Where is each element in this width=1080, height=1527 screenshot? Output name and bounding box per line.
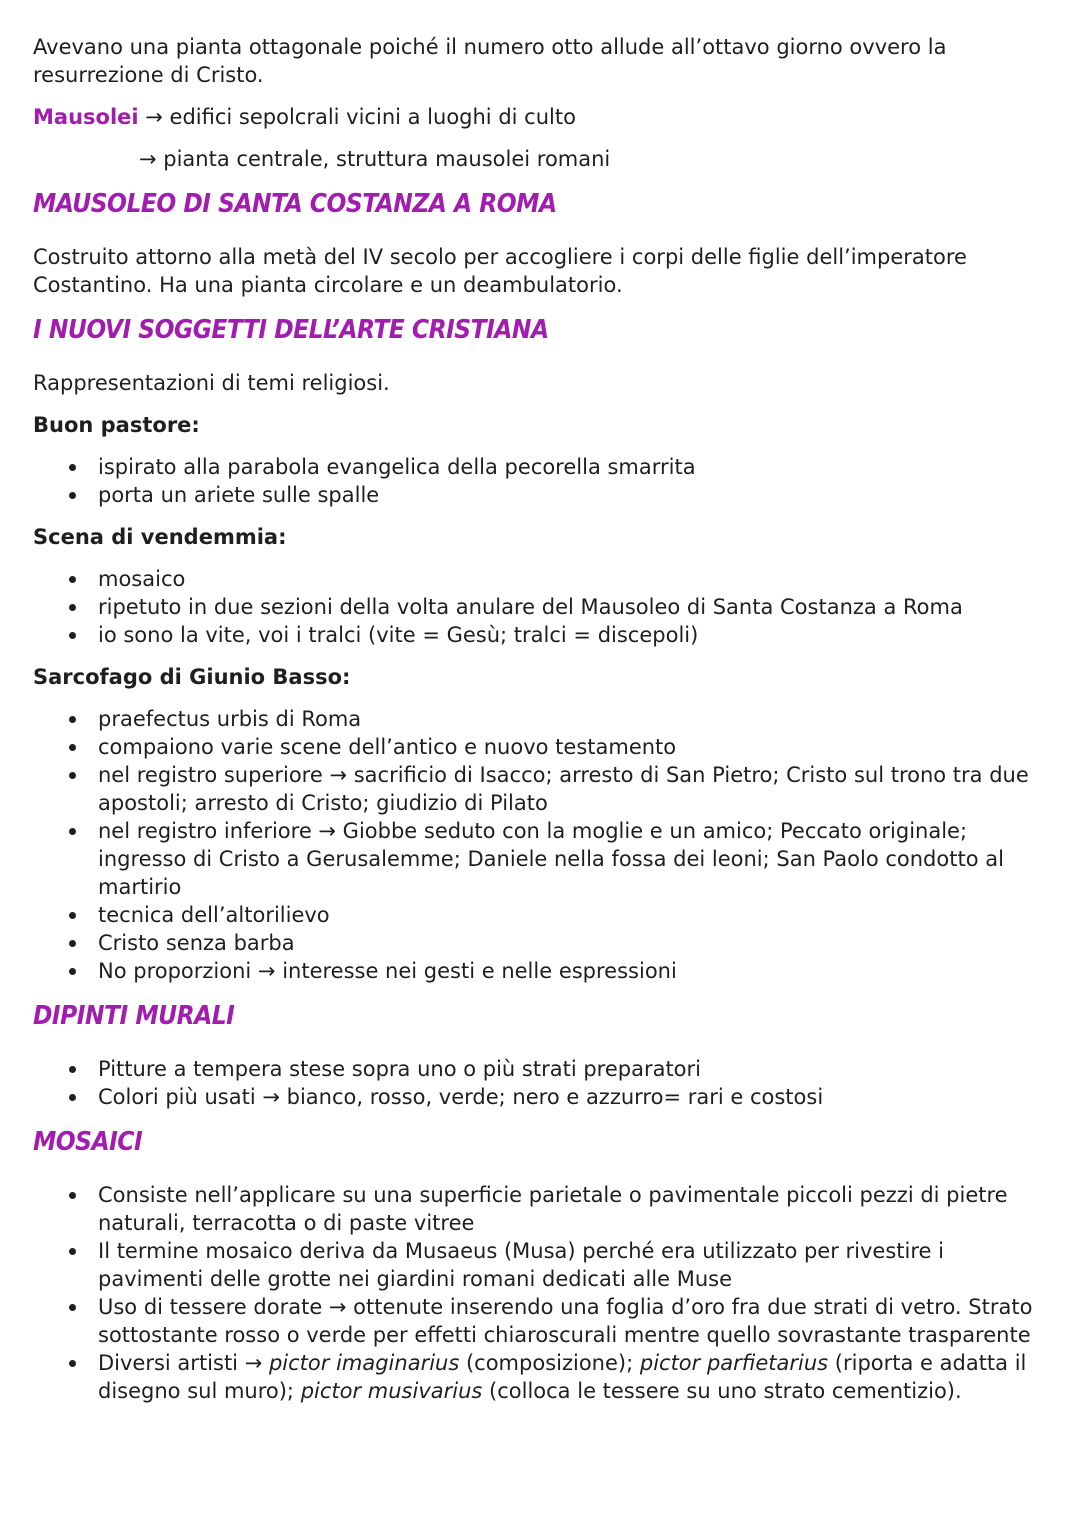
mosaici-list	[33, 1181, 1047, 1405]
list-item: Pitture a tempera stese sopra uno o più strati preparatori	[33, 1055, 1047, 1083]
artisti-desc-3: (colloca le tessere su uno strato cementizio).	[482, 1379, 962, 1403]
list-item: porta un ariete sulle spalle	[33, 481, 1047, 509]
heading-dipinti-murali: DIPINTI MURALI	[33, 1001, 235, 1031]
pictor-musivarius: pictor musivarius	[300, 1379, 483, 1403]
list-item: praefectus urbis di Roma	[33, 705, 1047, 733]
dipinti-list	[33, 1055, 1047, 1111]
mausolei-line-2: → pianta centrale, struttura mausolei romani	[139, 147, 611, 171]
list-item: tecnica dell’altorilievo	[33, 901, 1047, 929]
sarcofago-title: Sarcofago di Giunio Basso	[33, 665, 343, 689]
intro-paragraph: Avevano una pianta ottagonale poiché il numero otto allude all’ottavo giorno ovvero la resurrezione di Cristo.	[33, 35, 947, 87]
vendemmia-list	[33, 565, 1047, 649]
list-item: No proporzioni → interesse nei gesti e nelle espressioni	[33, 957, 1047, 985]
vendemmia-title: Scena di vendemmia	[33, 525, 279, 549]
heading-santa-costanza: MAUSOLEO DI SANTA COSTANZA A ROMA	[33, 189, 557, 219]
list-item: mosaico	[33, 565, 1047, 593]
list-item: Uso di tessere dorate → ottenute inserendo una foglia d’oro fra due strati di vetro. Strato sottostante rosso o verde per effetti chiaroscurali mentre quello sovrastante trasparente	[33, 1293, 1047, 1349]
mausolei-definition	[33, 103, 1047, 131]
nuovi-soggetti-intro: Rappresentazioni di temi religiosi.	[33, 371, 390, 395]
list-item: Il termine mosaico deriva da Musaeus (Musa) perché era utilizzato per rivestire i pavimenti delle grotte nei giardini romani dedicati alle Muse	[33, 1237, 1047, 1293]
mausolei-term: Mausolei	[33, 105, 139, 129]
label-buon-pastore: Buon pastore:	[33, 413, 200, 437]
label-sarcofago: Sarcofago di Giunio Basso:	[33, 665, 351, 689]
list-item: nel registro inferiore → Giobbe seduto con la moglie e un amico; Peccato originale; ingresso di Cristo a Gerusalemme; Daniele nella fossa dei leoni; San Paolo condotto al martirio	[33, 817, 1047, 901]
pictor-imaginarius: pictor imaginarius	[268, 1351, 460, 1375]
list-item-artisti	[33, 1349, 1047, 1405]
list-item: Colori più usati → bianco, rosso, verde; nero e azzurro= rari e costosi	[33, 1083, 1047, 1111]
buon-pastore-list	[33, 453, 1047, 509]
heading-mosaici: MOSAICI	[33, 1127, 143, 1157]
list-item: Cristo senza barba	[33, 929, 1047, 957]
artisti-lead: Diversi artisti →	[98, 1351, 269, 1375]
label-vendemmia: Scena di vendemmia:	[33, 525, 287, 549]
heading-nuovi-soggetti: I NUOVI SOGGETTI DELL’ARTE CRISTIANA	[33, 315, 549, 345]
list-item: io sono la vite, voi i tralci (vite = Gesù; tralci = discepoli)	[33, 621, 1047, 649]
santa-costanza-paragraph: Costruito attorno alla metà del IV secolo per accogliere i corpi delle figlie dell’imperatore Costantino. Ha una pianta circolare e un deambulatorio.	[33, 245, 967, 297]
mausolei-line-1: → edifici sepolcrali vicini a luoghi di culto	[138, 105, 576, 129]
list-item: ripetuto in due sezioni della volta anulare del Mausoleo di Santa Costanza a Roma	[33, 593, 1047, 621]
list-item: compaiono varie scene dell’antico e nuovo testamento	[33, 733, 1047, 761]
artisti-desc-2: (riporta e adatta il disegno sul muro);	[98, 1351, 1027, 1403]
list-item: nel registro superiore → sacrificio di Isacco; arresto di San Pietro; Cristo sul trono tra due apostoli; arresto di Cristo; giudizio di Pilato	[33, 761, 1047, 817]
list-item: ispirato alla parabola evangelica della pecorella smarrita	[33, 453, 1047, 481]
artisti-desc-1: (composizione);	[459, 1351, 640, 1375]
pictor-parfietarius: pictor parfietarius	[639, 1351, 829, 1375]
sarcofago-list	[33, 705, 1047, 985]
buon-pastore-title: Buon pastore	[33, 413, 192, 437]
list-item: Consiste nell’applicare su una superficie parietale o pavimentale piccoli pezzi di pietre naturali, terracotta o di paste vitree	[33, 1181, 1047, 1237]
